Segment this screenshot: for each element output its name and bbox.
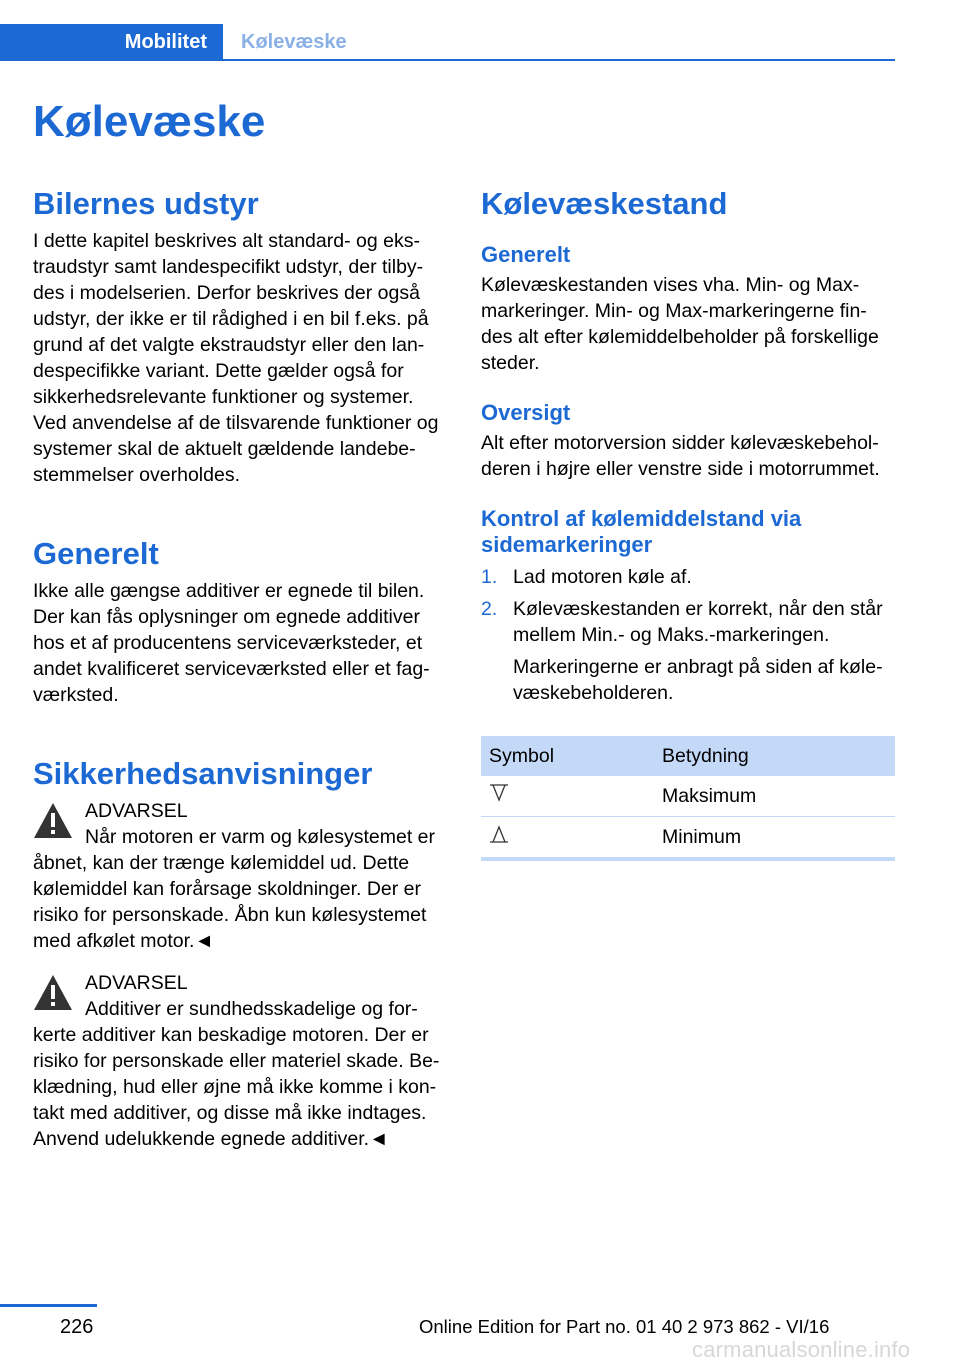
subsection-title-kontrol: Kontrol af kølemiddelstand via sidemarkeringer xyxy=(481,506,802,557)
text-line: systemer skal de aktuelt gældende landebe- xyxy=(33,438,416,460)
warning-block xyxy=(33,798,449,954)
warning-text-line: åbnet, kan der trænge kølemiddel ud. Dette xyxy=(33,852,410,874)
table-cell-meaning: Minimum xyxy=(654,817,895,860)
subsection-title-oversigt: Oversigt xyxy=(481,400,571,425)
text-line: udstyr, der ikke er til rådighed i en bil f.eks. på xyxy=(33,308,429,330)
tab-kolevaeske-label: Kølevæske xyxy=(241,31,347,53)
warning-text-line: kerte additiver kan beskadige motoren. Der er xyxy=(33,1024,429,1046)
text-line: des alt efter kølemiddelbeholder på forskellige xyxy=(481,326,879,348)
text-line: andet kvalificeret serviceværksted eller et fag- xyxy=(33,658,430,680)
subsection-text-generelt xyxy=(481,272,895,376)
warning-triangle-icon xyxy=(33,974,73,1011)
warning-label: ADVARSEL xyxy=(85,972,188,994)
list-item xyxy=(481,596,895,706)
symbol-table xyxy=(481,736,895,861)
table-cell-symbol xyxy=(481,776,654,817)
step-note-line: Markeringerne er anbragt på siden af køle- xyxy=(513,656,883,678)
step-number: 2. xyxy=(481,598,498,620)
warning-text-line: risiko for personskade. Åbn kun kølesystemet xyxy=(33,904,427,926)
warning-text-line: Når motoren er varm og kølesystemet er xyxy=(85,826,436,848)
step-number: 1. xyxy=(481,566,498,588)
text-line: grund af det valgte ekstraudstyr eller den lan- xyxy=(33,334,425,356)
text-line: Alt efter motorversion sidder kølevæskebehol- xyxy=(481,432,879,454)
tab-mobilitet-label: Mobilitet xyxy=(124,31,207,53)
header-rule xyxy=(0,59,895,61)
section-title-sikkerhedsanvisninger: Sikkerhedsanvisninger xyxy=(33,756,373,791)
table-header-row xyxy=(481,736,895,776)
section-title-generelt: Generelt xyxy=(33,536,159,571)
warning-text-line: klædning, hud eller øjne må ikke komme i kon- xyxy=(33,1076,437,1098)
min-mark-icon xyxy=(489,824,509,844)
warning-triangle-icon xyxy=(33,802,73,839)
text-line: traudstyr samt landespecifikt udstyr, der tilby- xyxy=(33,256,424,278)
text-line: Kølevæskestanden vises vha. Min- og Max- xyxy=(481,274,860,296)
warning-text-line: Additiver er sundhedsskadelige og for- xyxy=(85,998,418,1020)
text-line: sikkerhedsrelevante funktioner og systemer. xyxy=(33,386,414,408)
text-line: Ved anvendelse af de tilsvarende funktioner og xyxy=(33,412,439,434)
text-line: despecifikke variant. Dette gælder også for xyxy=(33,360,404,382)
watermark: carmanualsonline.info xyxy=(692,1337,911,1362)
step-note-line: væskebeholderen. xyxy=(513,682,674,704)
chapter-header xyxy=(0,24,895,61)
text-line: steder. xyxy=(481,352,540,374)
subsection-title-generelt: Generelt xyxy=(481,242,571,267)
text-line: deren i højre eller venstre side i motorrummet. xyxy=(481,458,880,480)
list-item xyxy=(481,564,895,590)
text-line: Ikke alle gængse additiver er egnede til bilen. xyxy=(33,580,425,602)
section-title-bilernes-udstyr: Bilernes udstyr xyxy=(33,186,259,221)
steps-list xyxy=(481,564,895,706)
table-header-symbol: Symbol xyxy=(481,736,654,776)
tab-mobilitet[interactable] xyxy=(0,24,223,61)
step-text-line: Kølevæskestanden er korrekt, når den står xyxy=(513,598,883,620)
section-text-generelt xyxy=(33,578,449,708)
step-text-line: Lad motoren køle af. xyxy=(513,566,692,588)
table-cell-symbol xyxy=(481,817,654,860)
text-line: hos et af producentens serviceværksteder, et xyxy=(33,632,423,654)
step-text-line: mellem Min.- og Maks.-markeringen. xyxy=(513,624,830,646)
table-header-betydning: Betydning xyxy=(654,736,895,776)
warning-text-line: Anvend udelukkende egnede additiver.◄ xyxy=(33,1128,389,1150)
tab-kolevaeske[interactable] xyxy=(223,24,347,59)
warning-label: ADVARSEL xyxy=(85,800,188,822)
warning-text-line: kølemiddel kan forårsage skoldninger. Der er xyxy=(33,878,422,900)
section-text-bilernes-udstyr xyxy=(33,228,449,488)
table-row xyxy=(481,817,895,860)
footer-rule xyxy=(0,1304,97,1307)
text-line: Der kan fås oplysninger om egnede additiver xyxy=(33,606,420,628)
text-line: I dette kapitel beskrives alt standard- og eks- xyxy=(33,230,420,252)
edition-note: Online Edition for Part no. 01 40 2 973 862 - VI/16 xyxy=(419,1316,830,1337)
table-cell-meaning: Maksimum xyxy=(654,776,895,817)
text-line: markeringer. Min- og Max-markeringerne fin- xyxy=(481,300,867,322)
text-line: des i modelserien. Derfor beskrives der også xyxy=(33,282,420,304)
warning-block xyxy=(33,970,449,1152)
section-title-kolevaeskestand: Kølevæskestand xyxy=(481,186,728,221)
page-number: 226 xyxy=(60,1316,94,1338)
warning-text-line: risiko for personskade eller materiel skade. Be- xyxy=(33,1050,440,1072)
text-line: værksted. xyxy=(33,684,119,706)
subsection-text-oversigt xyxy=(481,430,895,482)
page-title: Kølevæske xyxy=(33,97,266,146)
text-line: stemmelser overholdes. xyxy=(33,464,240,486)
max-mark-icon xyxy=(489,783,509,803)
warning-text-line: med afkølet motor.◄ xyxy=(33,930,214,952)
table-row xyxy=(481,776,895,817)
right-column xyxy=(481,180,895,861)
warning-text-line: takt med additiver, og disse må ikke indtages. xyxy=(33,1102,427,1124)
left-column xyxy=(33,180,449,1152)
